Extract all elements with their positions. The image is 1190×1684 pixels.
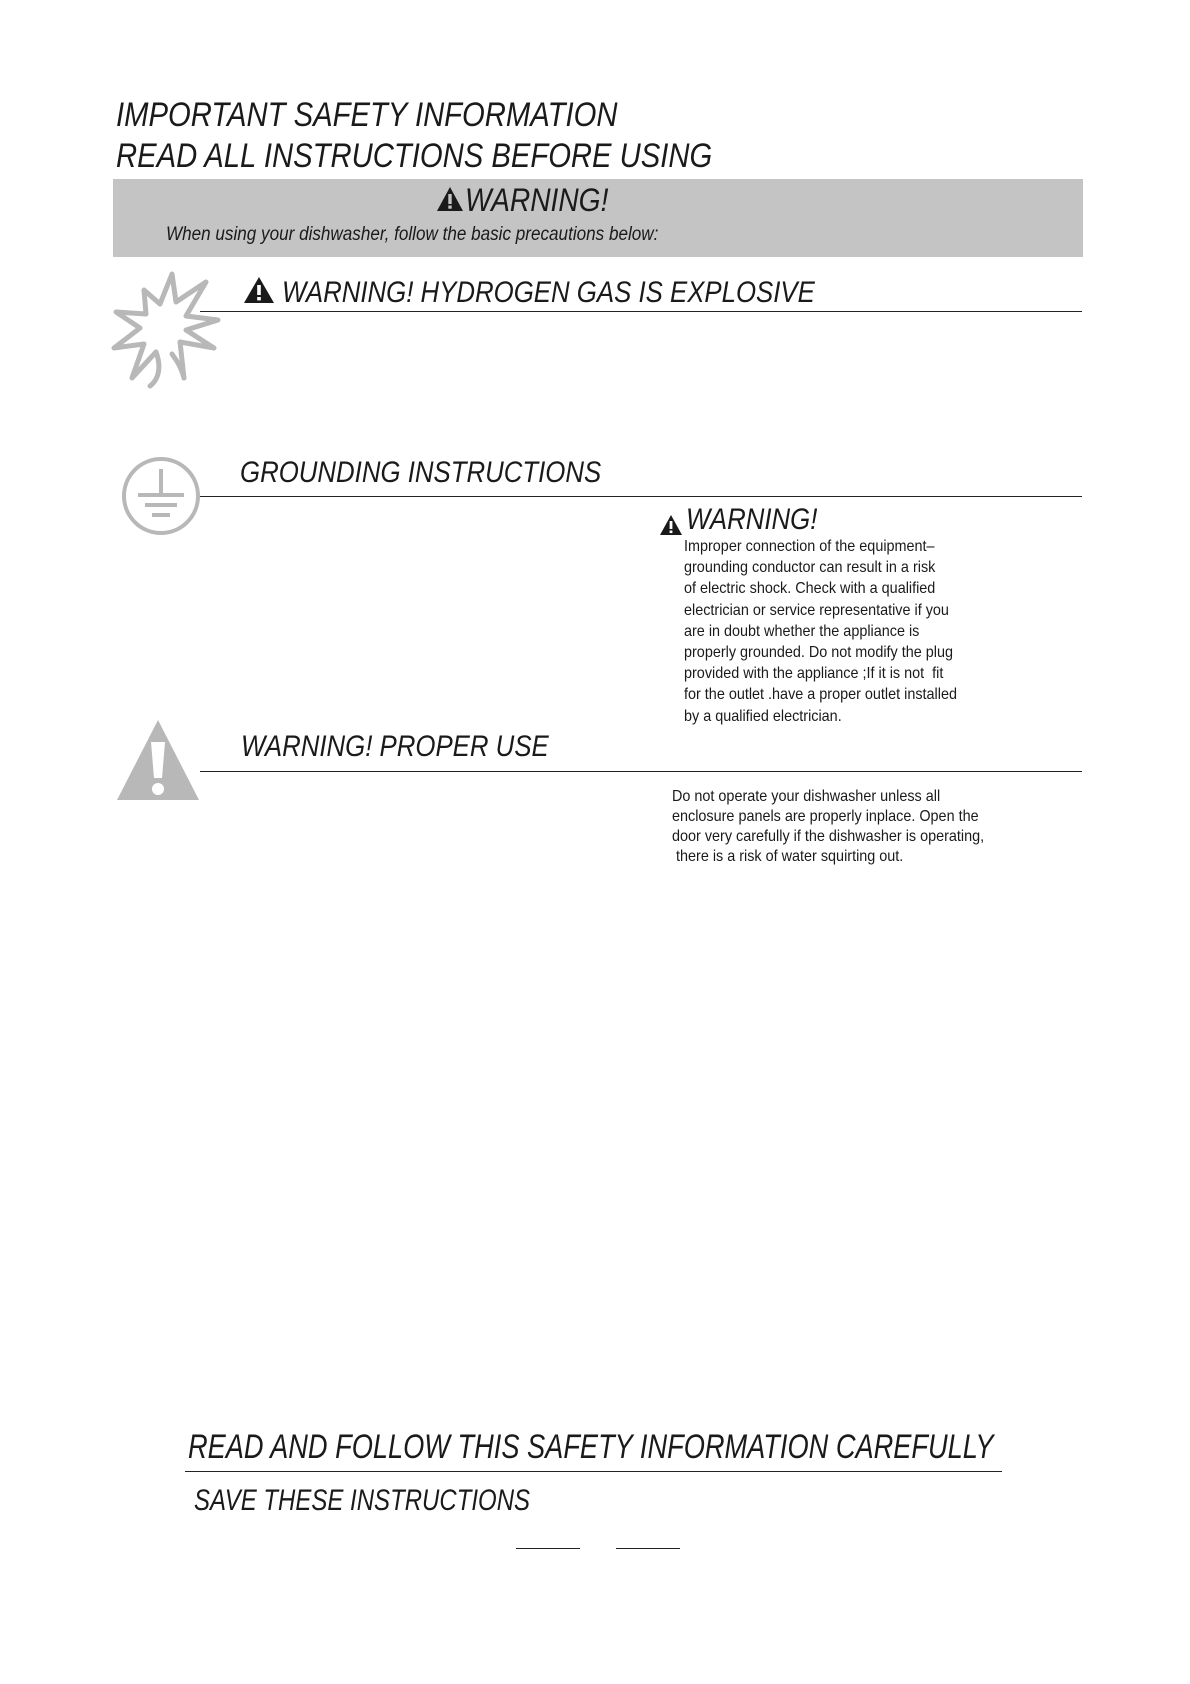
warning-triangle-icon	[436, 186, 464, 212]
warning-triangle-icon	[659, 514, 683, 536]
warning-triangle-icon	[243, 276, 275, 304]
grounding-warning-text: Improper connection of the equipment– grounding conductor can result in a risk of electric shock. Check with a qualified electrician or service representative if you are in doubt whether the appliance is properly grounded. Do not modify the plug provided with the appliance ;If it is not fit for the outlet .have a proper outlet installed by a qualified electrician.	[684, 538, 957, 725]
proper-use-heading: WARNING! PROPER USE	[241, 730, 549, 763]
short-rule-right	[616, 1548, 680, 1549]
explosion-icon	[110, 268, 224, 392]
short-rule-left	[516, 1548, 580, 1549]
hydrogen-gas-heading: WARNING! HYDROGEN GAS IS EXPLOSIVE	[282, 276, 815, 309]
footer-divider	[185, 1471, 1002, 1472]
grounding-heading: GROUNDING INSTRUCTIONS	[240, 456, 602, 489]
footer-subheading: SAVE THESE INSTRUCTIONS	[194, 1484, 531, 1517]
page-title-line-1: IMPORTANT SAFETY INFORMATION	[116, 96, 618, 134]
page-title-line-2: READ ALL INSTRUCTIONS BEFORE USING	[116, 137, 713, 175]
section-divider	[200, 496, 1082, 497]
banner-subtitle: When using your dishwasher, follow the basic precautions below:	[166, 224, 659, 245]
section-divider	[200, 311, 1082, 312]
proper-use-text: Do not operate your dishwasher unless all enclosure panels are properly inplace. Open the door very carefully if the dishwasher is operating, there is a risk of water squirting out.	[672, 788, 985, 865]
ground-symbol-icon	[120, 455, 202, 537]
grounding-warning-title: WARNING!	[686, 503, 818, 536]
section-divider	[200, 771, 1082, 772]
caution-triangle-icon	[116, 718, 200, 802]
footer-heading: READ AND FOLLOW THIS SAFETY INFORMATION CAREFULLY	[188, 1428, 994, 1466]
banner-title: WARNING!	[465, 182, 609, 218]
